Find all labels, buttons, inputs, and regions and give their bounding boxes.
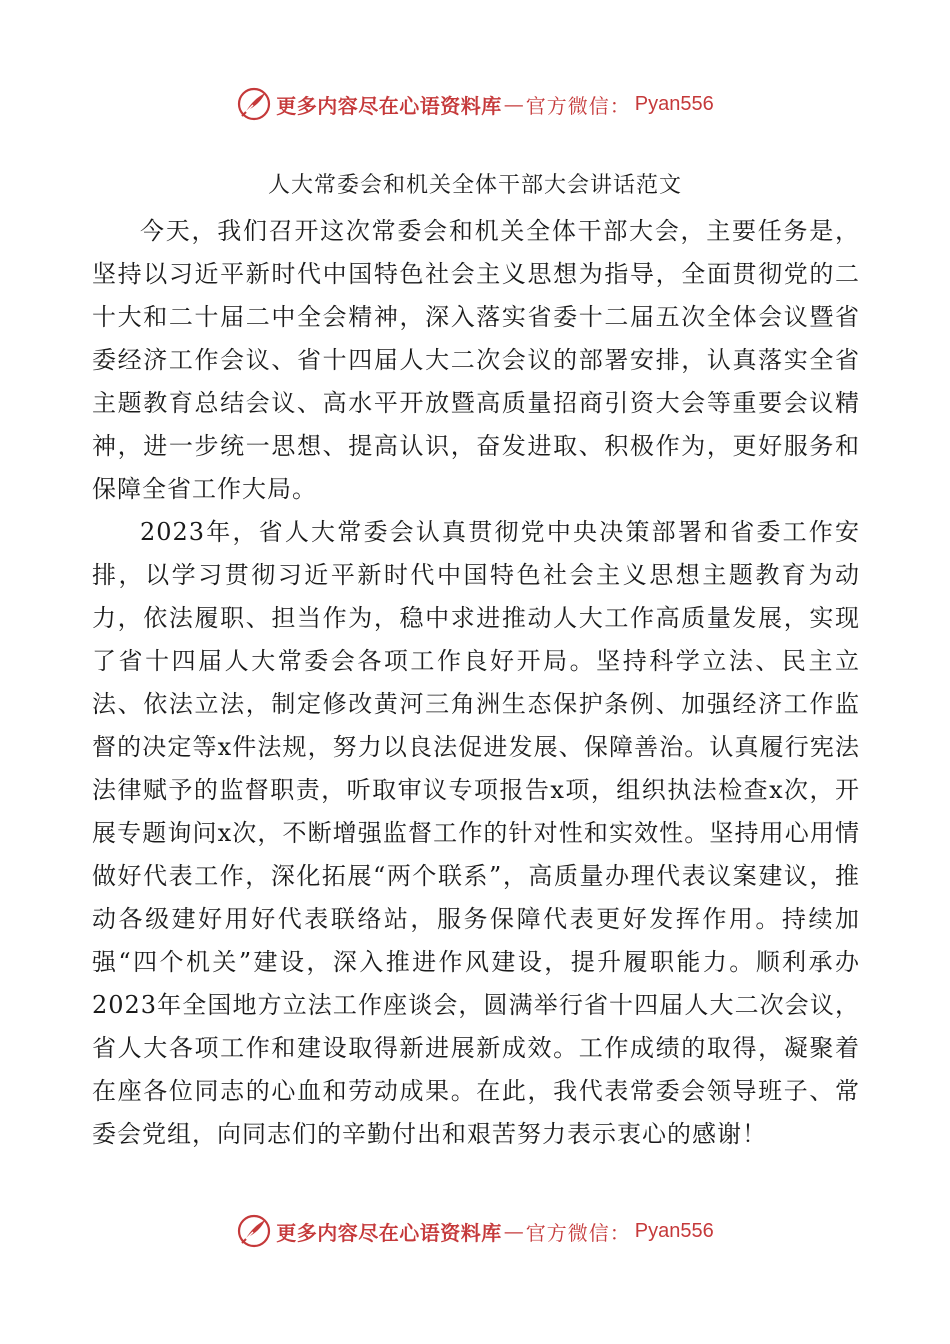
watermark-wechat-id: Pyan556 [634, 1219, 714, 1242]
watermark-dash: — [503, 1219, 524, 1243]
quill-pen-logo-icon [236, 86, 272, 122]
document-title: 人大常委会和机关全体干部大会讲话范文 [267, 173, 682, 198]
document-body [92, 210, 860, 1156]
watermark-brand-text: 更多内容尽在心语资料库 [276, 1220, 502, 1245]
watermark-wechat-label: 官方微信： [525, 93, 631, 118]
watermark-wechat-label: 官方微信： [525, 1220, 631, 1245]
watermark-dash: — [503, 92, 524, 116]
header-watermark [0, 82, 950, 126]
paragraph-1: 今天，我们召开这次常委会和机关全体干部大会，主要任务是，坚持以习近平新时代中国特色社会主义思想为指导，全面贯彻党的二十大和二十届二中全会精神，深入落实省委十二届五次全体会议暨省委经济工作会议、省十四届人大二次会议的部署安排，认真落实全省主题教育总结会议、高水平开放暨高质量招商引资大会等重要会议精神，进一步统一思想、提高认识，奋发进取、积极作为，更好服务和保障全省工作大局。 [92, 217, 860, 503]
quill-pen-logo-icon [236, 1213, 272, 1249]
footer-watermark [0, 1209, 950, 1253]
paragraph-2: 2023年，省人大常委会认真贯彻党中央决策部署和省委工作安排，以学习贯彻习近平新时代中国特色社会主义思想主题教育为动力，依法履职、担当作为，稳中求进推动人大工作高质量发展，实现了省十四届人大常委会各项工作良好开局。坚持科学立法、民主立法、依法立法，制定修改黄河三角洲生态保护条例、加强经济工作监督的决定等x件法规，努力以良法促进发展、保障善治。认真履行宪法法律赋予的监督职责，听取审议专项报告x项，组织执法检查x次，开展专题询问x次，不断增强监督工作的针对性和实效性。坚持用心用情做好代表工作，深化拓展“两个联系”，高质量办理代表议案建议，推动各级建好用好代表联络站，服务保障代表更好发挥作用。持续加强“四个机关”建设，深入推进作风建设，提升履职能力。顺利承办2023年全国地方立法工作座谈会，圆满举行省十四届人大二次会议，省人大各项工作和建设取得新进展新成效。工作成绩的取得，凝聚着在座各位同志的心血和劳动成果。在此，我代表常委会领导班子、常委会党组，向同志们的辛勤付出和艰苦努力表示衷心的感谢！ [92, 518, 860, 1148]
watermark-brand-text: 更多内容尽在心语资料库 [276, 93, 502, 118]
watermark-wechat-id: Pyan556 [634, 92, 714, 115]
